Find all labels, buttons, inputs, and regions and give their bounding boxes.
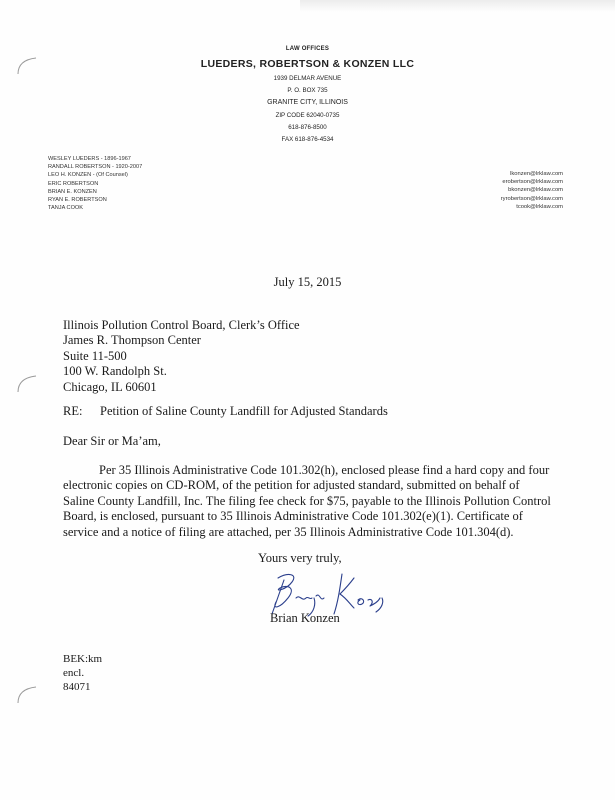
firm-phone: 618-876-8500	[288, 124, 327, 131]
salutation: Dear Sir or Ma’am,	[63, 434, 161, 448]
subject-text: Petition of Saline County Landfill for Adjusted Standards	[100, 404, 388, 418]
attorney-name: TANJA COOK	[48, 205, 84, 212]
punch-hole-mark	[14, 372, 40, 394]
body-paragraph	[63, 463, 563, 540]
email-list	[501, 170, 563, 211]
reference-line: BEK:km	[63, 653, 103, 665]
recipient-line: Illinois Pollution Control Board, Clerk’s Office	[63, 318, 300, 332]
body-line: Board, is enclosed, pursuant to 35 Illinois Administrative Code 101.302(e)(1). Certificate of	[63, 509, 523, 524]
body-line: electronic copies on CD-ROM, of the petition for adjusted standard, submitted on behalf of	[63, 478, 520, 493]
attorney-list	[48, 155, 142, 212]
recipient-line: James R. Thompson Center	[63, 333, 201, 348]
firm-street: 1939 DELMAR AVENUE	[273, 75, 342, 82]
reference-line: encl.	[63, 667, 85, 679]
attorney-email: lkonzen@lrklaw.com	[510, 171, 563, 177]
recipient-line: Chicago, IL 60601	[63, 379, 157, 394]
letter-date: July 15, 2015	[273, 275, 342, 289]
punch-hole-mark	[14, 683, 40, 705]
reference-line: 84071	[63, 681, 91, 693]
attorney-email: bkonzen@lrklaw.com	[508, 187, 563, 194]
recipient-line: Suite 11-500	[63, 348, 127, 363]
signer-name: Brian Konzen	[270, 611, 340, 625]
attorney-name: RANDALL ROBERTSON - 1920-2007	[48, 164, 143, 171]
body-line: Per 35 Illinois Administrative Code 101.302(h), enclosed please find a hard copy and four	[99, 463, 550, 477]
firm-fax: FAX 618-876-4534	[281, 136, 334, 143]
law-offices-label: LAW OFFICES	[285, 46, 330, 52]
body-line: service and a notice of filing are attached, per 35 Illinois Administrative Code 101.304(d).	[63, 524, 514, 539]
attorney-email: tcook@lrklaw.com	[516, 203, 563, 210]
subject-label: RE:	[63, 404, 83, 418]
attorney-email: ryrobertson@lrklaw.com	[500, 195, 563, 202]
attorney-name: WESLEY LUEDERS - 1896-1967	[48, 156, 131, 162]
firm-zip: ZIP CODE 62040-0735	[275, 112, 340, 119]
recipient-line: 100 W. Randolph St.	[63, 364, 167, 379]
attorney-email: erobertson@lrklaw.com	[502, 179, 563, 186]
subject-line	[63, 404, 388, 419]
attorney-name: ERIC ROBERTSON	[48, 180, 99, 187]
attorney-name: RYAN E. ROBERTSON	[48, 197, 107, 204]
scan-shadow	[300, 0, 615, 12]
attorney-name: LEO H. KONZEN - (Of Counsel)	[48, 172, 128, 179]
closing: Yours very truly,	[258, 551, 342, 565]
body-line: Saline County Landfill, Inc. The filing fee check for $75, payable to the Illinois Pollution Control	[63, 493, 551, 508]
firm-city: GRANITE CITY, ILLINOIS	[267, 99, 348, 106]
reference-initials	[63, 652, 102, 694]
firm-name: LUEDERS, ROBERTSON & KONZEN LLC	[200, 58, 415, 70]
firm-po-box: P. O. BOX 735	[287, 87, 328, 94]
attorney-name: BRIAN E. KONZEN	[48, 188, 97, 195]
recipient-address	[63, 318, 300, 395]
